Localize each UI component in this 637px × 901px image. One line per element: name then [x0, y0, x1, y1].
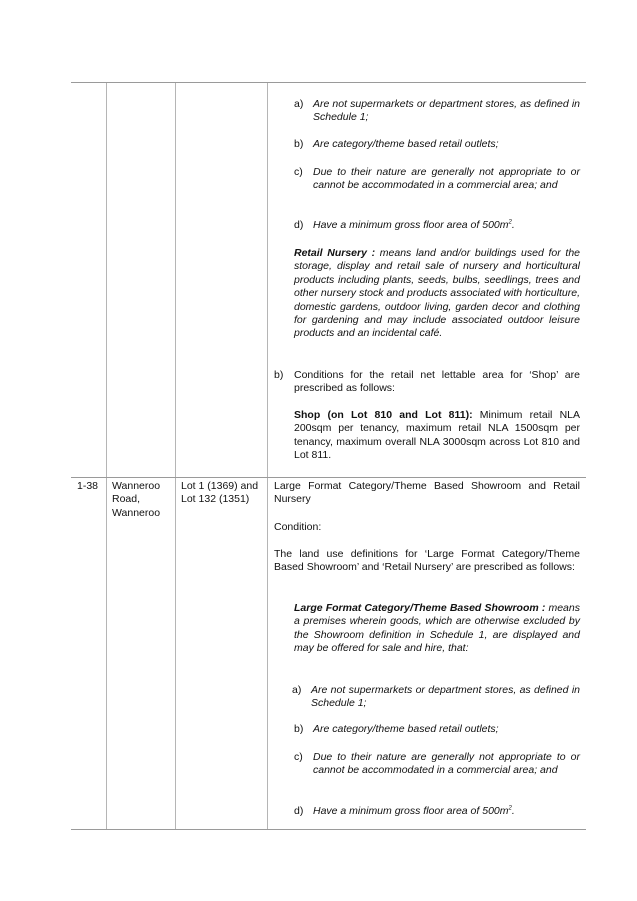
shop-condition: [294, 409, 580, 463]
planning-table: [71, 82, 586, 830]
row-divider: [71, 477, 586, 478]
definition-term: Large Format Category/Theme Based Showroom :: [294, 602, 546, 614]
list-text: Are category/theme based retail outlets;: [313, 723, 499, 735]
definitions-intro: The land use definitions for ‘Large Format Category/Theme Based Showroom’ and ‘Retail Nursery’ are prescribed as follows:: [274, 548, 580, 574]
list-label: b): [294, 723, 304, 735]
column-divider: [175, 83, 176, 829]
list-text: Are not supermarkets or department stores, as defined in Schedule 1;: [313, 98, 580, 124]
column-divider: [106, 83, 107, 829]
list-label: a): [292, 684, 302, 696]
condition-label: Condition:: [274, 521, 322, 533]
list-text: Due to their nature are generally not appropriate to or cannot be accommodated in a commercial area; and: [313, 166, 580, 192]
shop-term: Shop (on Lot 810 and Lot 811):: [294, 409, 473, 421]
land-use: Large Format Category/Theme Based Showroom and Retail Nursery: [274, 480, 580, 506]
list-label: b): [294, 138, 304, 150]
shop-text: Minimum retail NLA 200sqm per tenancy, maximum retail NLA 1500sqm per tenancy, maximum overall NLA 3000sqm across Lot 810 and Lot 811.: [294, 409, 580, 462]
list-label: a): [294, 98, 304, 110]
lot-description: Lot 1 (1369) and Lot 132 (1351): [181, 480, 259, 506]
list-label: d): [294, 219, 304, 231]
list-text: Have a minimum gross floor area of $500m^2$.: [313, 805, 515, 817]
list-text: Are category/theme based retail outlets;: [313, 138, 499, 150]
definition-term: Retail Nursery :: [294, 247, 376, 259]
showroom-definition: [294, 602, 580, 656]
list-label: c): [294, 166, 303, 178]
list-text: Are not supermarkets or department stores, as defined in Schedule 1;: [311, 684, 580, 710]
list-label: b): [274, 369, 284, 381]
definition-text: means land and/or buildings used for the storage, display and retail sale of nursery and horticultural products including plants, seeds, bulbs, seedlings, trees and other nursery stock and products associated with horticulture, domestic gardens, outdoor living, garden decor and clothing for gardening and may include associated outdoor leisure products and an incidental café.: [294, 247, 580, 340]
street-address: Wanneroo Road, Wanneroo: [112, 480, 161, 519]
list-label: d): [294, 805, 304, 817]
retail-nursery-definition: [294, 247, 580, 341]
condition-text: Conditions for the retail net lettable area for ‘Shop’ are prescribed as follows:: [294, 369, 580, 395]
list-text: Due to their nature are generally not appropriate to or cannot be accommodated in a commercial area; and: [313, 751, 580, 777]
list-label: c): [294, 751, 303, 763]
list-text: Have a minimum gross floor area of $500m^2$.: [313, 219, 515, 231]
row-number: 1-38: [77, 480, 99, 492]
column-divider: [267, 83, 268, 829]
definition-text: means a premises wherein goods, which are otherwise excluded by the Showroom definition in Schedule 1, are displayed and may be offered for sale and hire, that:: [294, 602, 580, 655]
